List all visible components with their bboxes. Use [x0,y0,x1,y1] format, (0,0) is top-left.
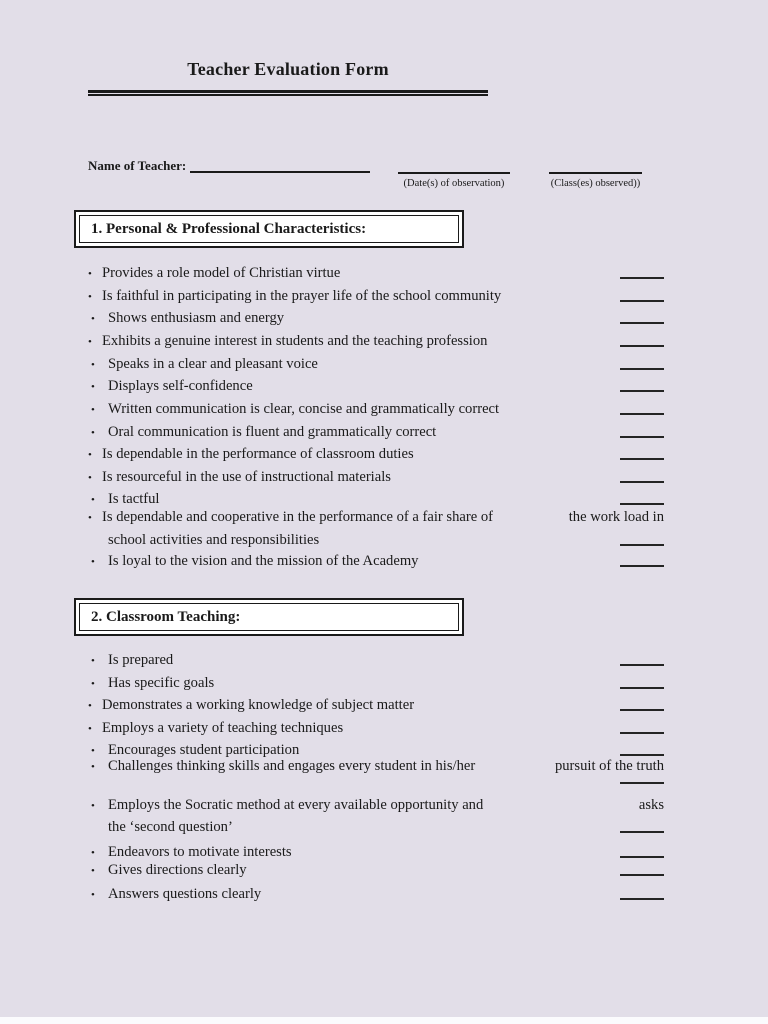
bullet-icon: • [91,889,95,901]
bullet-icon: • [88,291,92,303]
item-text: Demonstrates a working knowledge of subject matter [102,697,415,713]
item-text: Is dependable in the performance of classroom duties [102,446,414,462]
checklist-item [88,673,664,693]
rating-fill-in-blank [620,480,664,483]
checklist-item [88,354,664,374]
rating-fill-in-blank [620,830,664,833]
item-text: Oral communication is fluent and grammatically correct [108,424,437,440]
rating-fill-in-blank [620,897,664,900]
rating-fill-in-blank [620,367,664,370]
item-text: Is prepared [108,652,174,668]
checklist-item [88,551,664,571]
checklist-item [88,331,664,351]
item-text: Is dependable and cooperative in the performance of a fair share of [102,509,494,525]
checklist-item [88,842,664,862]
bullet-icon: • [91,359,95,371]
rating-fill-in-blank [620,299,664,302]
checklist-item [88,860,664,880]
bullet-icon: • [88,723,92,735]
name-of-teacher-row [88,158,370,174]
bullet-icon: • [91,313,95,325]
rating-fill-in-blank [620,781,664,784]
rating-fill-in-blank [620,457,664,460]
classes-observed-caption: (Class(es) observed)) [550,178,641,189]
item-text: Written communication is clear, concise and grammatically correct [108,401,500,417]
item-text: the ‘second question’ [108,819,233,835]
item-text: Has specific goals [108,675,215,691]
bullet-icon: • [88,700,92,712]
bullet-icon: • [91,800,95,812]
item-text: school activities and responsibilities [108,532,320,548]
bullet-icon: • [91,556,95,568]
checklist-item [88,884,664,904]
bullet-icon: • [91,678,95,690]
section-heading: 2. Classroom Teaching: [79,603,459,631]
bullet-icon: • [91,381,95,393]
checklist-item [88,507,664,527]
checklist-item [88,286,664,306]
checklist-item [88,308,664,328]
checklist-item [88,695,664,715]
checklist-item [88,422,664,442]
bullet-icon: • [91,865,95,877]
rating-fill-in-blank [620,435,664,438]
item-text: Exhibits a genuine interest in students and the teaching profession [102,333,488,349]
rating-fill-in-blank [620,389,664,392]
rating-fill-in-blank [620,276,664,279]
name-of-teacher-label: Name of Teacher: [88,158,187,173]
section-heading-box [74,210,464,248]
bullet-icon: • [88,268,92,280]
item-text: Shows enthusiasm and energy [108,310,285,326]
classes-observed-field [549,160,642,189]
page-break-strip [0,1017,768,1024]
item-text: Encourages student participation [108,742,300,758]
rating-fill-in-blank [620,855,664,858]
classes-observed-blank-line [549,160,642,174]
bullet-icon: • [88,336,92,348]
checklist-item [88,718,664,738]
title-rule [88,90,488,96]
dates-of-observation-field [398,160,510,189]
checklist-item [88,489,664,509]
item-text: Challenges thinking skills and engages every student in his/her [108,758,476,774]
rating-fill-in-blank [620,564,664,567]
checklist-item [88,756,664,776]
item-overflow-text: pursuit of the truth [554,758,664,774]
rating-fill-in-blank [620,731,664,734]
rating-fill-in-blank [620,873,664,876]
dates-of-observation-blank-line [398,160,510,174]
item-text: Is loyal to the vision and the mission of the Academy [108,553,419,569]
item-text: Gives directions clearly [108,862,247,878]
checklist-item [88,795,664,815]
checklist-item [88,399,664,419]
name-of-teacher-blank-line [190,171,370,173]
item-text: Provides a role model of Christian virtue [102,265,341,281]
item-text: Answers questions clearly [108,886,262,902]
bullet-icon: • [88,472,92,484]
rating-fill-in-blank [620,543,664,546]
item-text: Employs a variety of teaching techniques [102,720,344,736]
checklist-item [88,650,664,670]
rating-fill-in-blank [620,686,664,689]
section-heading-box [74,598,464,636]
item-text: Is faithful in participating in the prayer life of the school community [102,288,502,304]
checklist-item [88,444,664,464]
item-text: Speaks in a clear and pleasant voice [108,356,318,372]
checklist-item [88,467,664,487]
item-overflow-text: the work load in [568,509,664,525]
bullet-icon: • [91,404,95,416]
bullet-icon: • [91,427,95,439]
bullet-icon: • [88,449,92,461]
bullet-icon: • [91,847,95,859]
bullet-icon: • [88,512,92,524]
rating-fill-in-blank [620,412,664,415]
rating-fill-in-blank [620,344,664,347]
bullet-icon: • [91,494,95,506]
item-text: Is resourceful in the use of instructional materials [102,469,391,485]
dates-of-observation-caption: (Date(s) of observation) [403,178,505,189]
section-heading: 1. Personal & Professional Characteristics: [79,215,459,243]
checklist-item [88,376,664,396]
item-overflow-text: asks [638,797,664,813]
checklist-item [88,530,664,550]
item-text: Is tactful [108,491,160,507]
item-text: Endeavors to motivate interests [108,844,292,860]
bullet-icon: • [91,745,95,757]
checklist-item [88,817,664,837]
rating-fill-in-blank [620,502,664,505]
checklist-item [88,263,664,283]
bullet-icon: • [91,655,95,667]
bullet-icon: • [91,761,95,773]
rating-fill-in-blank [620,321,664,324]
rating-fill-in-blank [620,708,664,711]
item-text: Employs the Socratic method at every available opportunity and [108,797,484,813]
rating-fill-in-blank [620,663,664,666]
document-title: Teacher Evaluation Form [187,59,389,79]
item-text: Displays self-confidence [108,378,253,394]
